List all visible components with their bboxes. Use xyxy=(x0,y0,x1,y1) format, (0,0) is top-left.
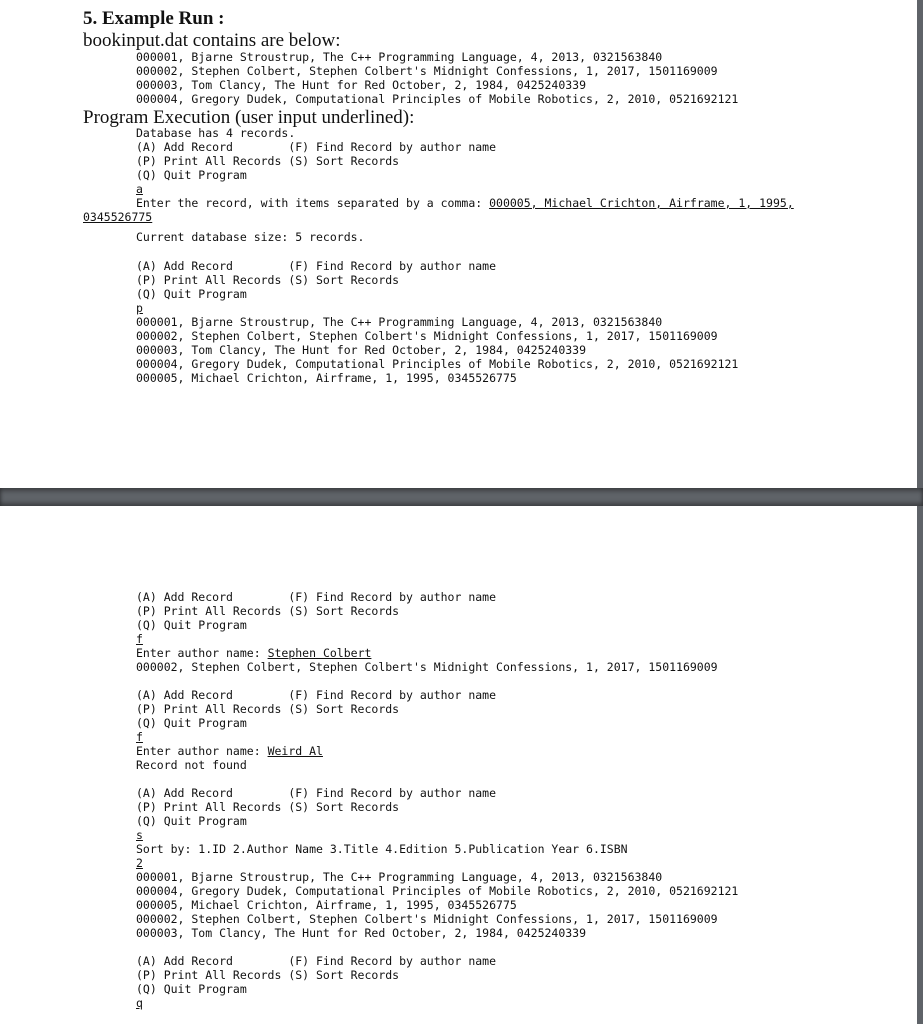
printed-record: 000003, Tom Clancy, The Hunt for Red October, 2, 1984, 0425240339 xyxy=(136,343,587,357)
user-input: a xyxy=(136,182,143,196)
menu-line: (Q) Quit Program xyxy=(136,618,247,632)
menu-line: (P) Print All Records (S) Sort Records xyxy=(136,702,400,716)
printed-record: 000004, Gregory Dudek, Computational Principles of Mobile Robotics, 2, 2010, 0521692121 xyxy=(136,357,739,371)
user-input: f xyxy=(136,632,143,646)
menu-line: (P) Print All Records (S) Sort Records xyxy=(136,800,400,814)
execution-heading: Program Execution (user input underlined): xyxy=(83,107,415,128)
user-input: s xyxy=(136,828,143,842)
menu-line: (Q) Quit Program xyxy=(136,982,247,996)
document-page-1 xyxy=(0,0,923,488)
sorted-record: 000002, Stephen Colbert, Stephen Colbert's Midnight Confessions, 1, 2017, 1501169009 xyxy=(136,912,718,926)
db-size-message: Database has 4 records. xyxy=(136,126,296,140)
viewer-scroll-gutter xyxy=(917,506,923,1024)
file-record: 000003, Tom Clancy, The Hunt for Red October, 2, 1984, 0425240339 xyxy=(136,78,587,92)
menu-line: (Q) Quit Program xyxy=(136,814,247,828)
file-record: 000004, Gregory Dudek, Computational Principles of Mobile Robotics, 2, 2010, 0521692121 xyxy=(136,92,739,106)
menu-line: (Q) Quit Program xyxy=(136,716,247,730)
sorted-record: 000004, Gregory Dudek, Computational Principles of Mobile Robotics, 2, 2010, 0521692121 xyxy=(136,884,739,898)
sorted-record: 000001, Bjarne Stroustrup, The C++ Programming Language, 4, 2013, 0321563840 xyxy=(136,870,663,884)
section-title: 5. Example Run : xyxy=(83,8,225,29)
user-input: p xyxy=(136,301,143,315)
menu-line: (A) Add Record (F) Find Record by author name xyxy=(136,786,497,800)
menu-line: (Q) Quit Program xyxy=(136,168,247,182)
file-record: 000002, Stephen Colbert, Stephen Colbert's Midnight Confessions, 1, 2017, 1501169009 xyxy=(136,64,718,78)
menu-line: (A) Add Record (F) Find Record by author name xyxy=(136,688,497,702)
user-input: Weird Al xyxy=(267,744,323,758)
printed-record: 000002, Stephen Colbert, Stephen Colbert's Midnight Confessions, 1, 2017, 1501169009 xyxy=(136,329,718,343)
sorted-record: 000003, Tom Clancy, The Hunt for Red October, 2, 1984, 0425240339 xyxy=(136,926,587,940)
menu-line: (A) Add Record (F) Find Record by author name xyxy=(136,259,497,273)
file-heading: bookinput.dat contains are below: xyxy=(83,30,341,51)
menu-line: (A) Add Record (F) Find Record by author name xyxy=(136,954,497,968)
author-prompt-line xyxy=(136,744,323,758)
sort-prompt: Sort by: 1.ID 2.Author Name 3.Title 4.Edition 5.Publication Year 6.ISBN xyxy=(136,842,628,856)
not-found-message: Record not found xyxy=(136,758,247,772)
user-input: 0345526775 xyxy=(83,210,153,224)
viewer-scroll-gutter xyxy=(917,0,923,488)
user-input: 000005, Michael Crichton, Airframe, 1, 1995, xyxy=(489,196,794,210)
printed-record: 000005, Michael Crichton, Airframe, 1, 1995, 0345526775 xyxy=(136,371,517,385)
menu-line: (P) Print All Records (S) Sort Records xyxy=(136,273,400,287)
menu-line: (P) Print All Records (S) Sort Records xyxy=(136,604,400,618)
menu-line: (A) Add Record (F) Find Record by author name xyxy=(136,140,497,154)
author-prompt-line xyxy=(136,646,371,660)
document-page-2 xyxy=(0,506,923,1024)
menu-line: (Q) Quit Program xyxy=(136,287,247,301)
user-input: Stephen Colbert xyxy=(267,646,372,660)
found-record: 000002, Stephen Colbert, Stephen Colbert's Midnight Confessions, 1, 2017, 1501169009 xyxy=(136,660,718,674)
page-separator xyxy=(0,488,923,506)
menu-line: (P) Print All Records (S) Sort Records xyxy=(136,154,400,168)
printed-record: 000001, Bjarne Stroustrup, The C++ Programming Language, 4, 2013, 0321563840 xyxy=(136,315,663,329)
menu-line: (P) Print All Records (S) Sort Records xyxy=(136,968,400,982)
user-input: f xyxy=(136,730,143,744)
author-prompt: Enter author name: xyxy=(136,646,268,660)
user-input: 2 xyxy=(136,856,143,870)
enter-record-prompt: Enter the record, with items separated by a comma: xyxy=(136,196,490,210)
file-record: 000001, Bjarne Stroustrup, The C++ Programming Language, 4, 2013, 0321563840 xyxy=(136,50,663,64)
menu-line: (A) Add Record (F) Find Record by author name xyxy=(136,590,497,604)
sorted-record: 000005, Michael Crichton, Airframe, 1, 1995, 0345526775 xyxy=(136,898,517,912)
current-size-message: Current database size: 5 records. xyxy=(136,230,365,244)
enter-record-line xyxy=(136,196,794,210)
author-prompt: Enter author name: xyxy=(136,744,268,758)
user-input: q xyxy=(136,996,143,1010)
